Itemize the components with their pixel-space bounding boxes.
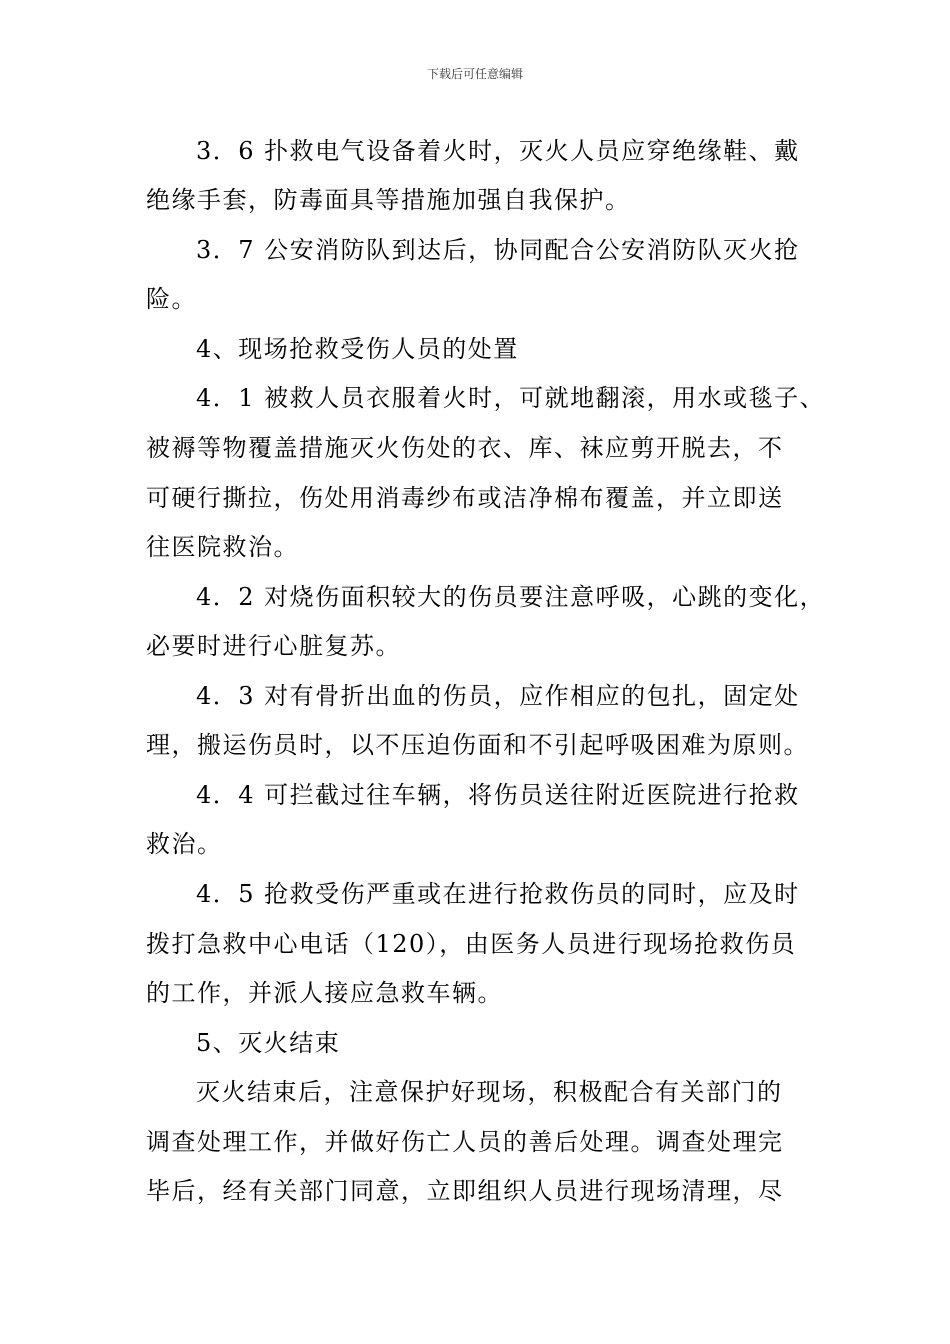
paragraph-line: 必要时进行心脏复苏。 bbox=[146, 632, 401, 660]
paragraph-line: 绝缘手套，防毒面具等措施加强自我保护。 bbox=[146, 186, 631, 214]
paragraph-line: 4．4 可拦截过往车辆，将伤员送往附近医院进行抢救 bbox=[196, 781, 800, 809]
paragraph-line: 4．1 被救人员衣服着火时，可就地翻滚，用水或毯子、 bbox=[196, 384, 826, 412]
paragraph-line: 被褥等物覆盖措施灭火伤处的衣、库、袜应剪开脱去，不 bbox=[146, 434, 784, 462]
paragraph-line: 救治。 bbox=[146, 830, 223, 858]
paragraph-line: 灭火结束后，注意保护好现场，积极配合有关部门的 bbox=[196, 1078, 783, 1106]
paragraph-line: 3．6 扑救电气设备着火时，灭火人员应穿绝缘鞋、戴 bbox=[196, 137, 800, 165]
paragraph-line: 的工作，并派人接应急救车辆。 bbox=[146, 979, 503, 1007]
paragraph-line: 3．7 公安消防队到达后，协同配合公安消防队灭火抢 bbox=[196, 236, 800, 264]
paragraph-line: 拨打急救中心电话（120），由医务人员进行现场抢救伤员 bbox=[146, 930, 797, 958]
paragraph-line: 毕后，经有关部门同意，立即组织人员进行现场清理，尽 bbox=[146, 1177, 784, 1205]
paragraph-line: 往医院救治。 bbox=[146, 533, 299, 561]
section-heading: 4、现场抢救受伤人员的处置 bbox=[196, 335, 519, 363]
paragraph-line: 4．3 对有骨折出血的伤员，应作相应的包扎，固定处 bbox=[196, 682, 800, 710]
paragraph-line: 4．2 对烧伤面积较大的伤员要注意呼吸，心跳的变化， bbox=[196, 583, 826, 611]
paragraph-line: 4．5 抢救受伤严重或在进行抢救伤员的同时，应及时 bbox=[196, 880, 800, 908]
paragraph-line: 险。 bbox=[146, 285, 197, 313]
paragraph-line: 调查处理工作，并做好伤亡人员的善后处理。调查处理完 bbox=[146, 1128, 784, 1156]
paragraph-line: 可硬行撕拉，伤处用消毒纱布或洁净棉布覆盖，并立即送 bbox=[146, 484, 784, 512]
section-heading: 5、灭火结束 bbox=[196, 1029, 341, 1057]
page-header-note: 下载后可任意编辑 bbox=[426, 67, 523, 81]
paragraph-line: 理，搬运伤员时，以不压迫伤面和不引起呼吸困难为原则。 bbox=[146, 731, 809, 759]
